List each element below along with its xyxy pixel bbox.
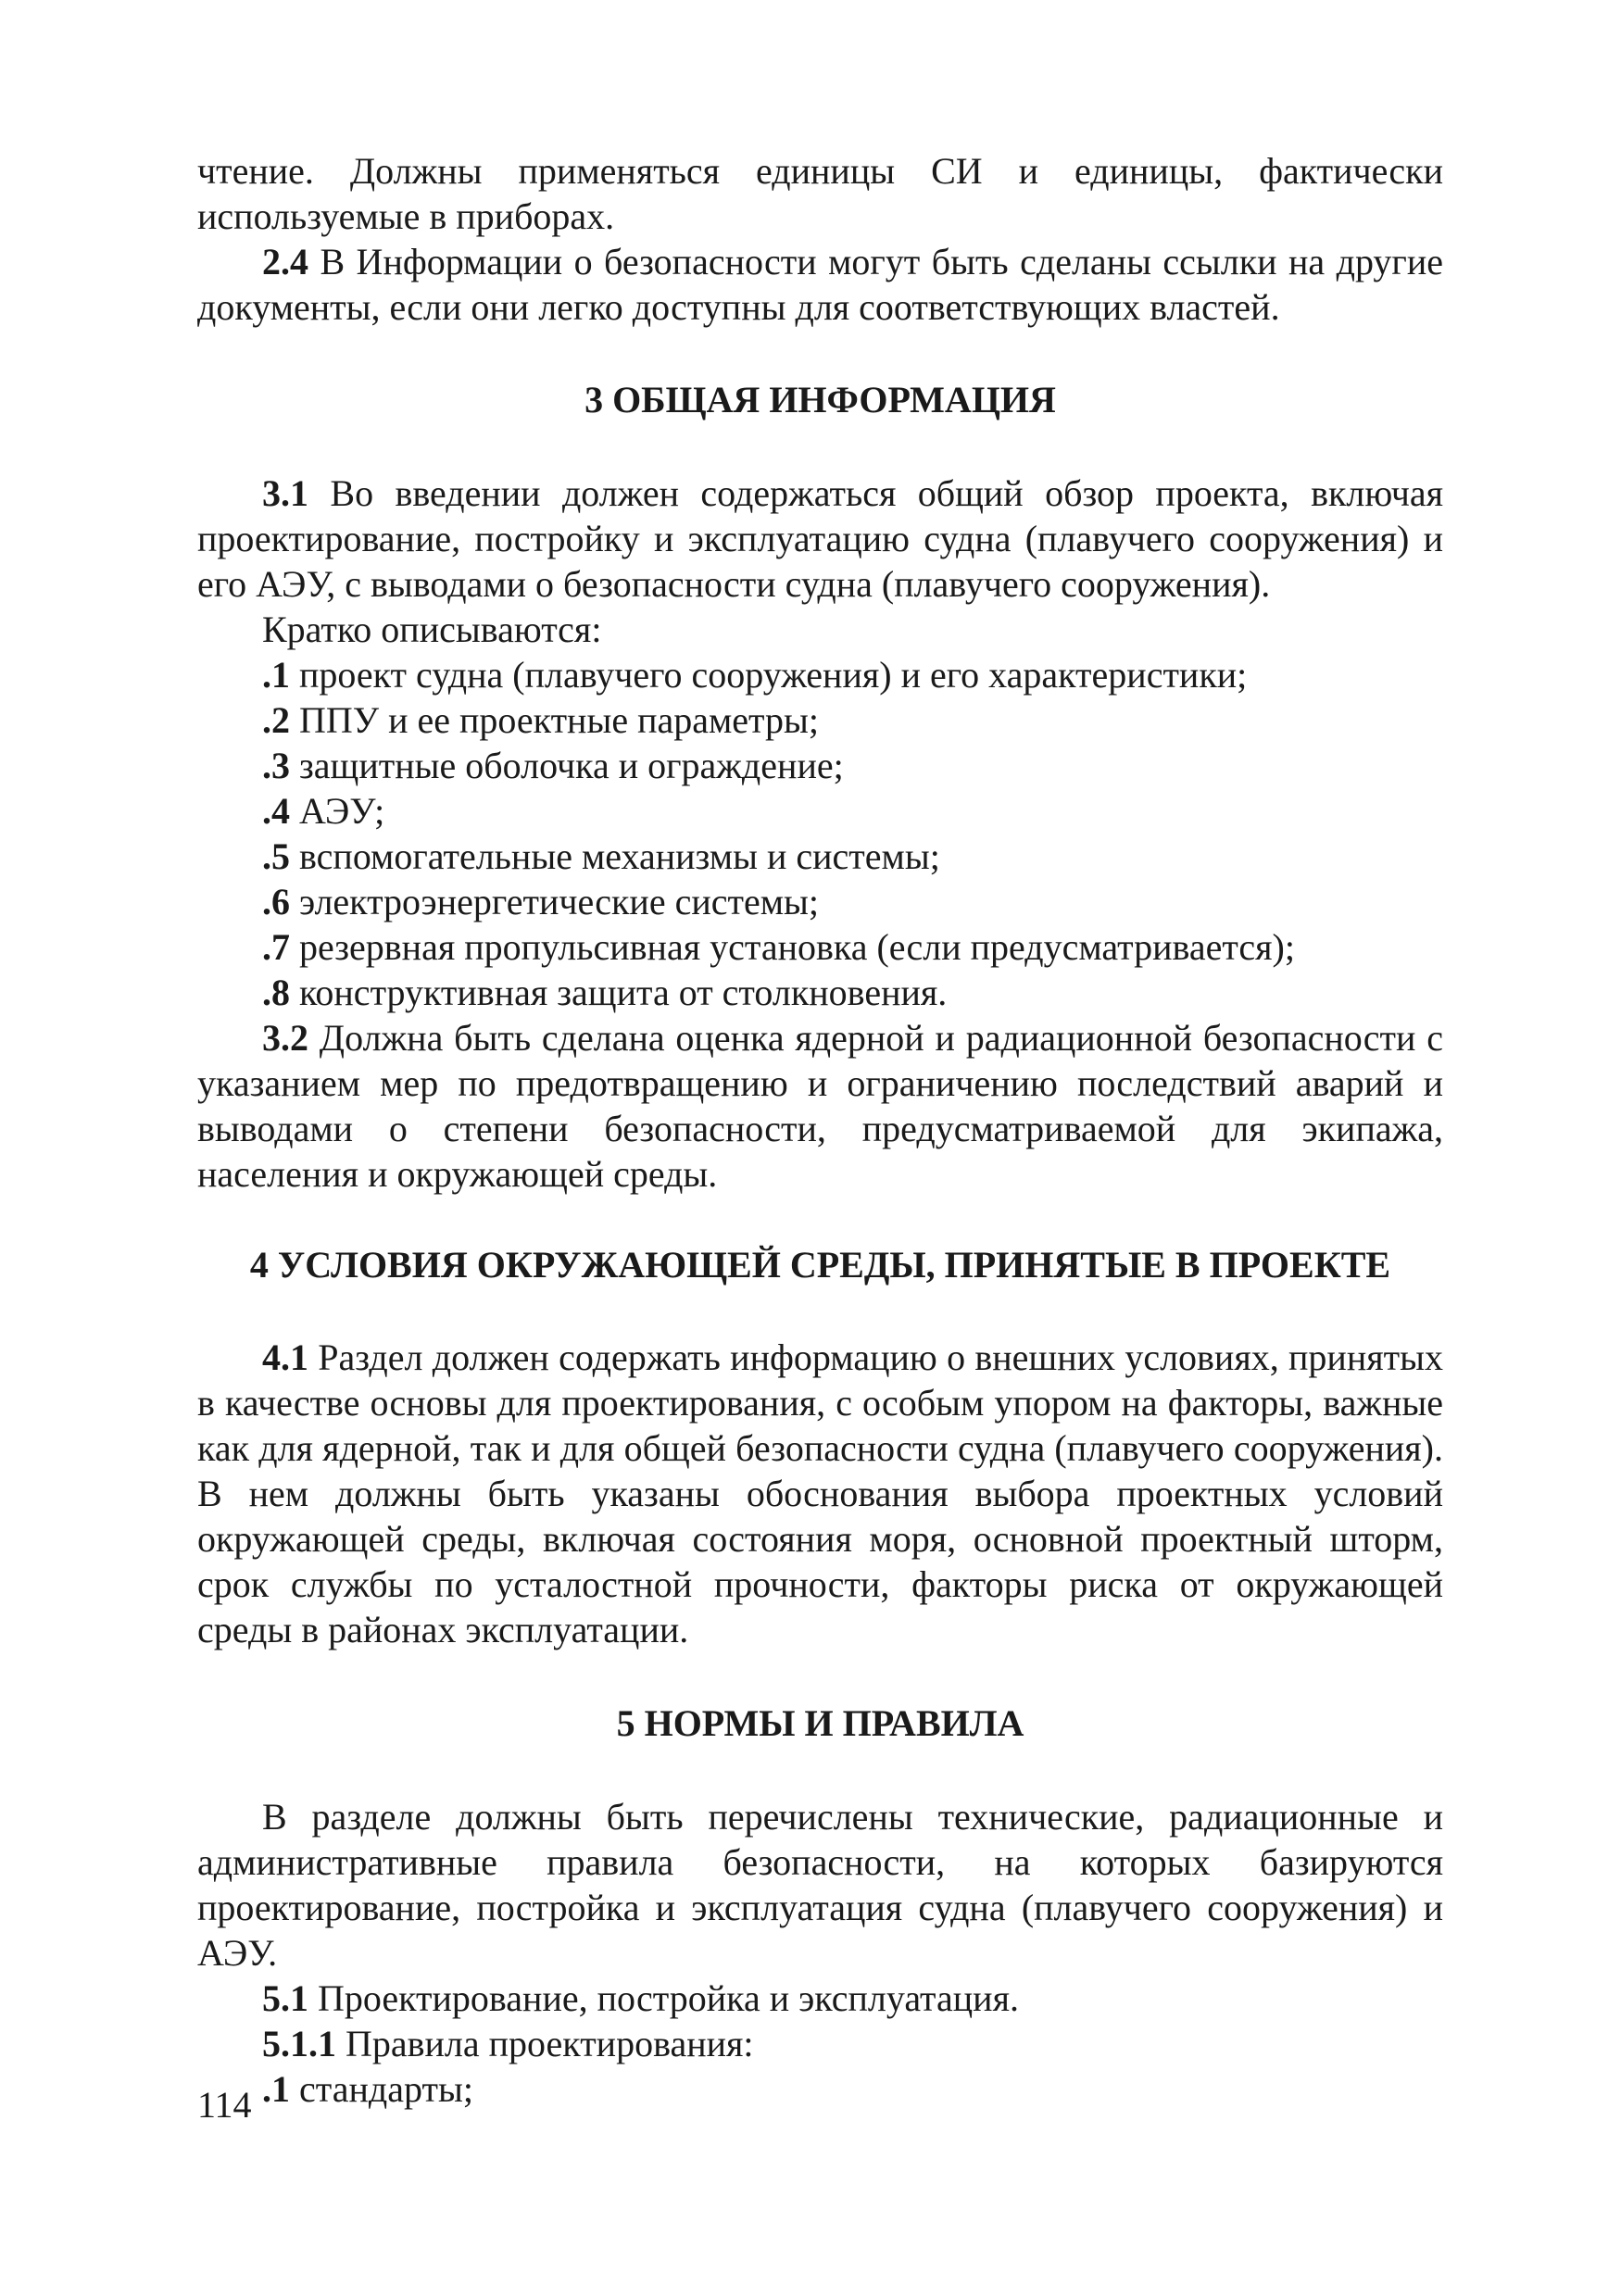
paragraph-4-1 [197, 1335, 1443, 1652]
list-item-text: проект судна (плавучего сооружения) и его характеристики; [290, 654, 1248, 696]
paragraph-5-1 [197, 1976, 1443, 2021]
page-number: 114 [197, 2084, 252, 2126]
list-item-number: .3 [262, 745, 290, 786]
list-item-text: вспомогательные механизмы и системы; [290, 835, 940, 877]
paragraph-5-1-1 [197, 2021, 1443, 2066]
list-item [197, 2066, 1443, 2112]
list-item [197, 924, 1443, 970]
list-item-number: .5 [262, 835, 290, 877]
list-item-number: .6 [262, 881, 290, 922]
paragraph-2-4 [197, 239, 1443, 330]
list-item [197, 652, 1443, 697]
list-intro: Кратко описываются: [262, 609, 602, 650]
section-5-heading: 5 НОРМЫ И ПРАВИЛА [616, 1702, 1024, 1744]
clause-text: Во введении должен содержаться общий обзор проекта, включая проектирование, постройку и эксплуатацию судна (плавучего сооружения) и его АЭУ, с выводами о безопасности судна (плавучего сооружения). [197, 472, 1443, 605]
list-item-number: .1 [262, 2068, 290, 2110]
list-item-text: конструктивная защита от столкновения. [290, 972, 948, 1013]
list-item-number: .8 [262, 972, 290, 1013]
list-item-number: .2 [262, 699, 290, 741]
paragraph-3-1 [197, 470, 1443, 607]
clause-number: 3.2 [262, 1017, 308, 1059]
list-item [197, 697, 1443, 743]
clause-text: Должна быть сделана оценка ядерной и радиационной безопасности с указанием мер по предотвращению и ограничению последствий аварий и выводами о степени безопасности, предусматриваемой для экипажа, населения и окружающей среды. [197, 1017, 1443, 1195]
clause-text: Раздел должен содержать информацию о внешних условиях, принятых в качестве основы для проектирования, с особым упором на факторы, важные как для ядерной, так и для общей безопасности судна (плавучего сооружения). В нем должны быть указаны обоснования выбора проектных условий окружающей среды, включая состояния моря, основной проектный шторм, срок службы по усталостной прочности, факторы риска от окружающей среды в районах эксплуатации. [197, 1336, 1443, 1650]
intro-paragraph-continuation: чтение. Должны применяться единицы СИ и единицы, фактически используемые в приборах. [197, 150, 1443, 237]
list-item-text: АЭУ; [290, 790, 385, 832]
list-item-text: стандарты; [290, 2068, 473, 2110]
list-item-text: электроэнергетические системы; [290, 881, 820, 922]
section-3-heading: 3 ОБЩАЯ ИНФОРМАЦИЯ [584, 379, 1056, 420]
clause-text: Проектирование, постройка и эксплуатация. [308, 1977, 1019, 2019]
paragraph-3-2 [197, 1015, 1443, 1197]
clause-number: 2.4 [262, 241, 308, 282]
clause-text: Правила проектирования: [336, 2023, 754, 2064]
list-item [197, 743, 1443, 788]
clause-text: В Информации о безопасности могут быть сделаны ссылки на другие документы, если они легко доступны для соответствующих властей. [197, 241, 1443, 328]
list-item-text: защитные оболочка и ограждение; [290, 745, 844, 786]
clause-number: 5.1.1 [262, 2023, 336, 2064]
list-item-number: .1 [262, 654, 290, 696]
clause-number: 3.1 [262, 472, 308, 514]
paragraph-5-intro: В разделе должны быть перечислены технические, радиационные и административные правила безопасности, на которых базируются проектирование, постройка и эксплуатация судна (плавучего сооружения) и АЭУ. [197, 1796, 1443, 1974]
list-item-number: .4 [262, 790, 290, 832]
list-item [197, 970, 1443, 1015]
list-item [197, 834, 1443, 879]
list-item [197, 788, 1443, 834]
list-item [197, 879, 1443, 924]
clause-number: 5.1 [262, 1977, 308, 2019]
section-4-heading: 4 УСЛОВИЯ ОКРУЖАЮЩЕЙ СРЕДЫ, ПРИНЯТЫЕ В ПРОЕКТЕ [249, 1244, 1391, 1286]
list-item-text: резервная пропульсивная установка (если предусматривается); [290, 926, 1295, 968]
list-item-text: ППУ и ее проектные параметры; [290, 699, 820, 741]
list-item-number: .7 [262, 926, 290, 968]
clause-number: 4.1 [262, 1336, 308, 1378]
text-block [197, 148, 1443, 2112]
